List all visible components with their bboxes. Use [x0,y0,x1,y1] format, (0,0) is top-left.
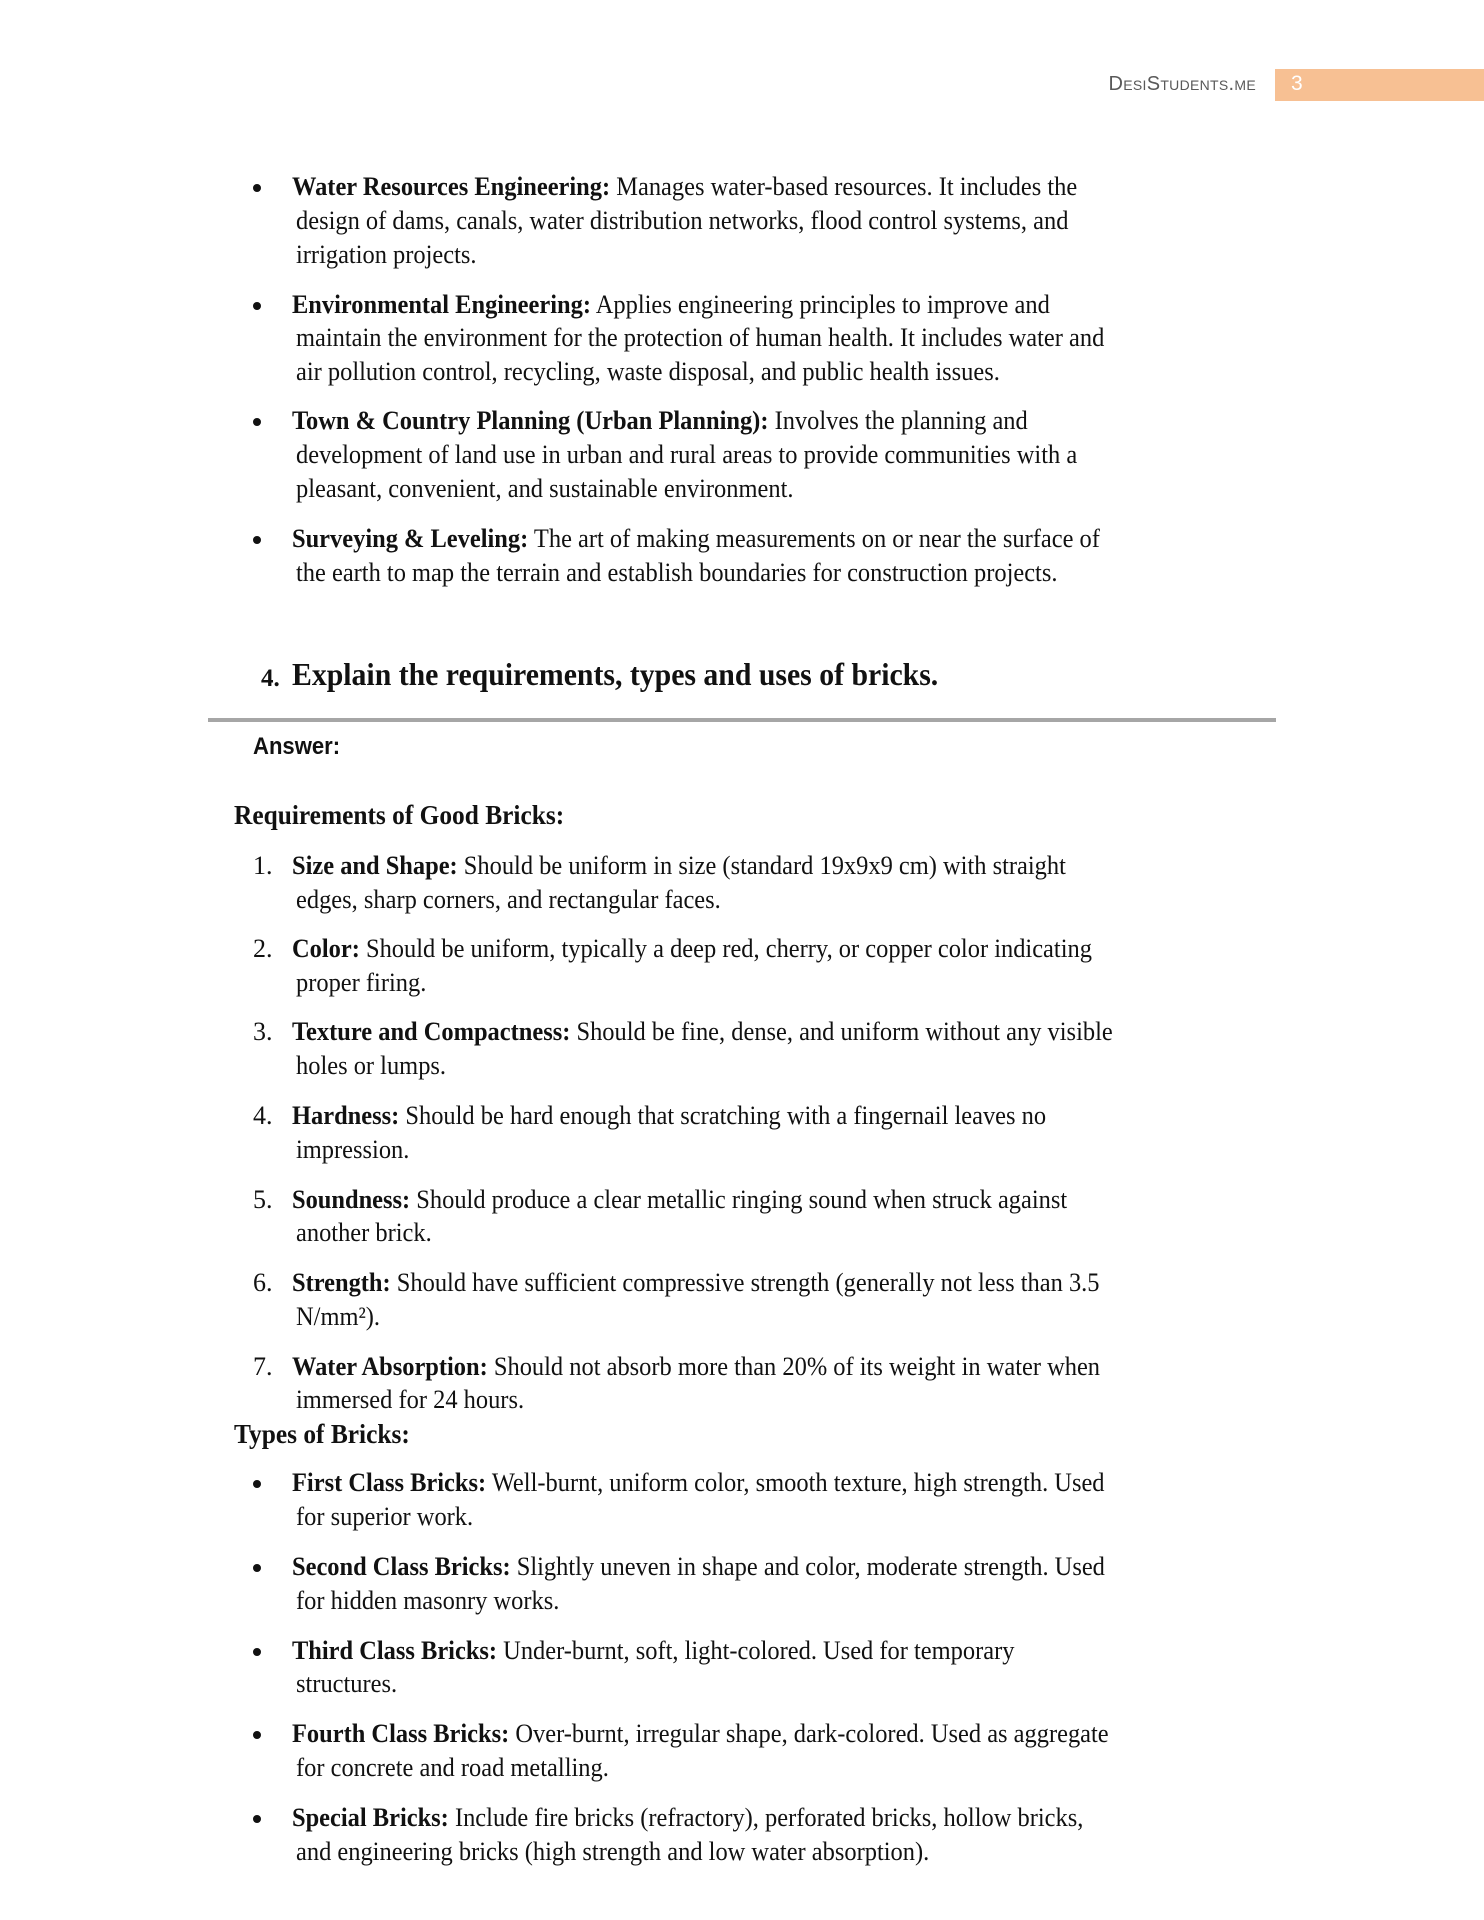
list-item-term: Second Class Bricks: [292,1552,511,1581]
list-item-text: The art of making measurements on or near the surface of [528,524,1100,553]
list-item-term: Surveying & Leveling: [292,524,529,553]
list-item [292,1352,1100,1382]
list-item-text: Should not absorb more than 20% of its weight in water when [487,1352,1101,1381]
list-item-text: for concrete and road metalling. [296,1753,609,1782]
list-number: 6. [253,1268,273,1297]
heading-divider [208,718,1276,722]
list-item-text: impression. [296,1135,410,1164]
list-item-term: Hardness: [292,1101,400,1130]
bullet-icon [253,1648,261,1656]
list-item-text: air pollution control, recycling, waste disposal, and public health issues. [296,357,1000,386]
list-number: 1. [253,851,273,880]
list-number: 5. [253,1185,273,1214]
page-number: 3 [1291,72,1303,95]
list-item-text: the earth to map the terrain and establish boundaries for construction projects. [296,558,1058,587]
question-number: 4. [261,665,280,692]
list-item-text: Include fire bricks (refractory), perforated bricks, hollow bricks, [448,1803,1084,1832]
list-item-text: development of land use in urban and rural areas to provide communities with a [296,440,1078,469]
question-heading: Explain the requirements, types and uses of bricks. [292,656,939,692]
list-item-text: N/mm²). [296,1302,381,1331]
list-number: 3. [253,1017,273,1046]
list-item-text: for superior work. [296,1502,474,1531]
list-item-term: Town & Country Planning (Urban Planning): [292,406,769,435]
list-item-text: Involves the planning and [768,406,1028,435]
answer-label: Answer: [253,733,341,760]
list-item [292,290,1050,320]
list-item-term: Strength: [292,1268,391,1297]
list-item-text: pleasant, convenient, and sustainable environment. [296,474,794,503]
list-item-text: Should be uniform in size (standard 19x9x9 cm) with straight [457,851,1066,880]
list-item [292,172,1077,202]
list-item-term: Fourth Class Bricks: [292,1719,510,1748]
list-item-text: Well-burnt, uniform color, smooth texture, high strength. Used [486,1468,1105,1497]
list-item-term: Color: [292,934,360,963]
list-item [292,406,1028,436]
bullet-icon [253,1731,261,1739]
list-item-text: Manages water-based resources. It includes the [610,172,1078,201]
list-item-text: maintain the environment for the protection of human health. It includes water and [296,323,1105,352]
list-item [292,1468,1105,1498]
list-number: 4. [253,1101,273,1130]
list-item [292,1803,1083,1833]
list-item-text: irrigation projects. [296,240,477,269]
list-item-text: edges, sharp corners, and rectangular faces. [296,885,721,914]
list-number: 7. [253,1352,273,1381]
list-number: 2. [253,934,273,963]
list-item-text: Under-burnt, soft, light-colored. Used for temporary [497,1636,1015,1665]
list-item-text: Slightly uneven in shape and color, moderate strength. Used [510,1552,1105,1581]
list-item-text: immersed for 24 hours. [296,1385,525,1414]
list-item-text: holes or lumps. [296,1051,447,1080]
bullet-icon [253,1480,261,1488]
list-item-text: for hidden masonry works. [296,1586,560,1615]
list-item-term: Soundness: [292,1185,411,1214]
list-item-text: Should be fine, dense, and uniform without any visible [570,1017,1113,1046]
list-item-text: design of dams, canals, water distribution networks, flood control systems, and [296,206,1069,235]
list-item-text: Over-burnt, irregular shape, dark-colored. Used as aggregate [509,1719,1109,1748]
list-item-text: and engineering bricks (high strength and low water absorption). [296,1837,930,1866]
list-item-term: Size and Shape: [292,851,458,880]
list-item [292,851,1066,881]
list-item-text: Should have sufficient compressive strength (generally not less than 3.5 [390,1268,1100,1297]
bullet-icon [253,1815,261,1823]
list-item-text: proper firing. [296,968,427,997]
list-item-text: Applies engineering principles to improve and [590,290,1050,319]
list-item-text: Should produce a clear metallic ringing sound when struck against [410,1185,1068,1214]
list-item [292,934,1092,964]
bullet-icon [253,418,261,426]
list-item [292,1017,1113,1047]
list-item [292,1185,1067,1215]
page-number-bar [1275,69,1484,101]
list-item-term: Water Absorption: [292,1352,488,1381]
list-item [292,1101,1046,1131]
list-item [292,1268,1100,1298]
list-item-term: Environmental Engineering: [292,290,591,319]
list-item-term: Water Resources Engineering: [292,172,611,201]
list-item [292,1552,1105,1582]
list-item-term: First Class Bricks: [292,1468,487,1497]
list-item-text: Should be hard enough that scratching with a fingernail leaves no [399,1101,1047,1130]
list-item [292,1719,1109,1749]
bullet-icon [253,536,261,544]
bullet-icon [253,184,261,192]
list-item-text: Should be uniform, typically a deep red, cherry, or copper color indicating [359,934,1092,963]
list-item-text: structures. [296,1669,398,1698]
list-item [292,1636,1014,1666]
list-item-term: Texture and Compactness: [292,1017,571,1046]
bullet-icon [253,1564,261,1572]
list-item-term: Special Bricks: [292,1803,449,1832]
list-item-term: Third Class Bricks: [292,1636,498,1665]
list-item [292,524,1100,554]
bullet-icon [253,302,261,310]
site-header: DesiStudents.me [1108,73,1256,95]
section-heading-types: Types of Bricks: [234,1419,410,1449]
list-item-text: another brick. [296,1218,432,1247]
section-heading-requirements: Requirements of Good Bricks: [234,800,565,830]
